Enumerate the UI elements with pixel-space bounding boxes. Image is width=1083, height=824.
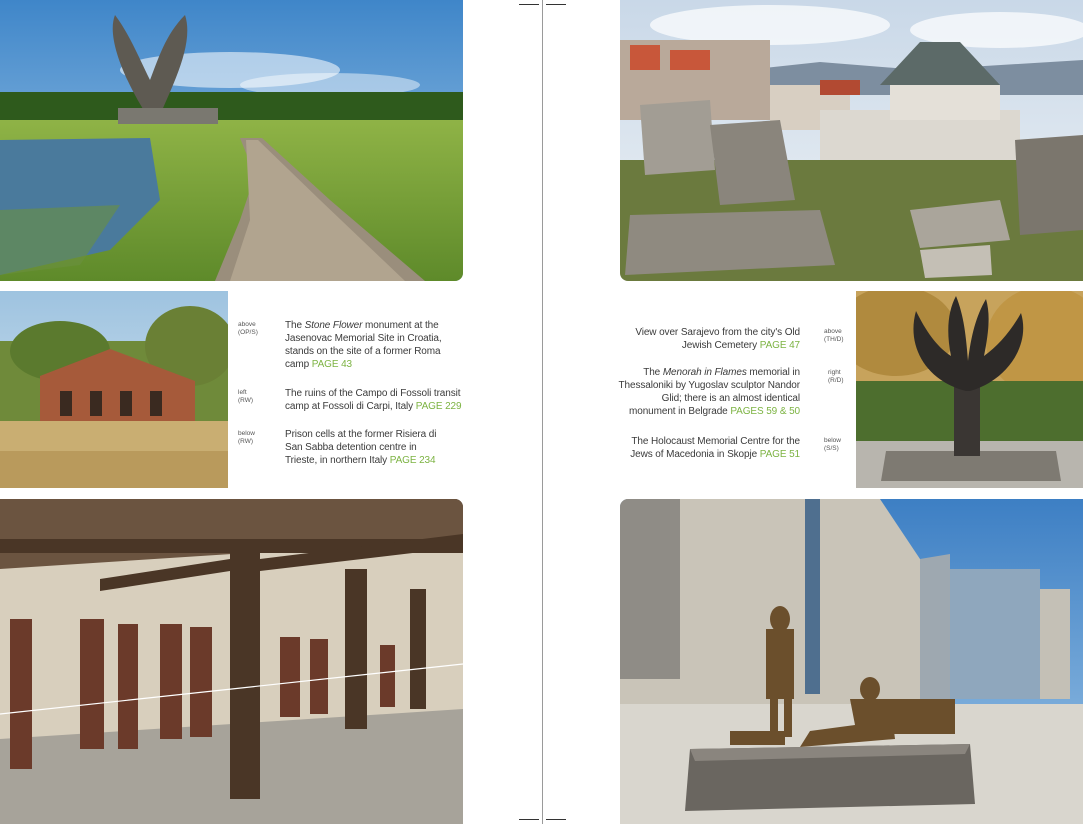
caption-label-menorah: right (R/D): [828, 369, 844, 384]
photo-stone-flower: [0, 0, 463, 281]
crop-mark-bottom-right: [546, 819, 566, 820]
page-ref-link: PAGE 43: [311, 359, 352, 370]
photo-fossoli-ruins: [0, 291, 228, 488]
caption-san-sabba: Prison cells at the former Risiera di San Sabba detention centre in Trieste, in northern Italy PAGE 234: [285, 429, 437, 466]
caption-skopje-memorial: The Holocaust Memorial Centre for the Jews of Macedonia in Skopje PAGE 51: [630, 436, 800, 460]
caption-stone-flower: The Stone Flower monument at the Jasenovac Memorial Site in Croatia, stands on the site of a former Roma camp PAGE 43: [285, 320, 442, 370]
page-ref-link: PAGE 51: [759, 449, 800, 460]
caption-sarajevo-cemetery: View over Sarajevo from the city's Old Jewish Cemetery PAGE 47: [635, 327, 800, 351]
page-ref-link: PAGE 229: [415, 401, 462, 412]
gutter-line: [542, 0, 543, 824]
caption-fossoli: The ruins of the Campo di Fossoli transit camp at Fossoli di Carpi, Italy PAGE 229: [285, 388, 462, 412]
page-ref-link: PAGE 47: [759, 340, 800, 351]
page-ref-link: PAGE 234: [389, 455, 436, 466]
caption-label-fossoli: left (RW): [238, 389, 254, 404]
caption-label-stone-flower: above (OP/S): [238, 321, 258, 336]
crop-mark-top-left: [519, 4, 539, 5]
photo-skopje-memorial-centre: [620, 499, 1083, 824]
photo-san-sabba-cells: [0, 499, 463, 824]
page-ref-link: PAGES 59 & 50: [730, 406, 800, 417]
crop-mark-bottom-left: [519, 819, 539, 820]
photo-menorah-in-flames: [856, 291, 1083, 488]
caption-label-sarajevo: above (TH/D): [824, 328, 844, 343]
caption-label-skopje: below (S/S): [824, 437, 841, 452]
caption-menorah-in-flames: The Menorah in Flames memorial in Thessaloniki by Yugoslav sculptor Nandor Glid; there is an almost identical monument in Belgrade PAGES 59 & 50: [618, 367, 800, 417]
caption-label-san-sabba: below (RW): [238, 430, 255, 445]
crop-mark-top-right: [546, 4, 566, 5]
photo-sarajevo-cemetery: [620, 0, 1083, 281]
